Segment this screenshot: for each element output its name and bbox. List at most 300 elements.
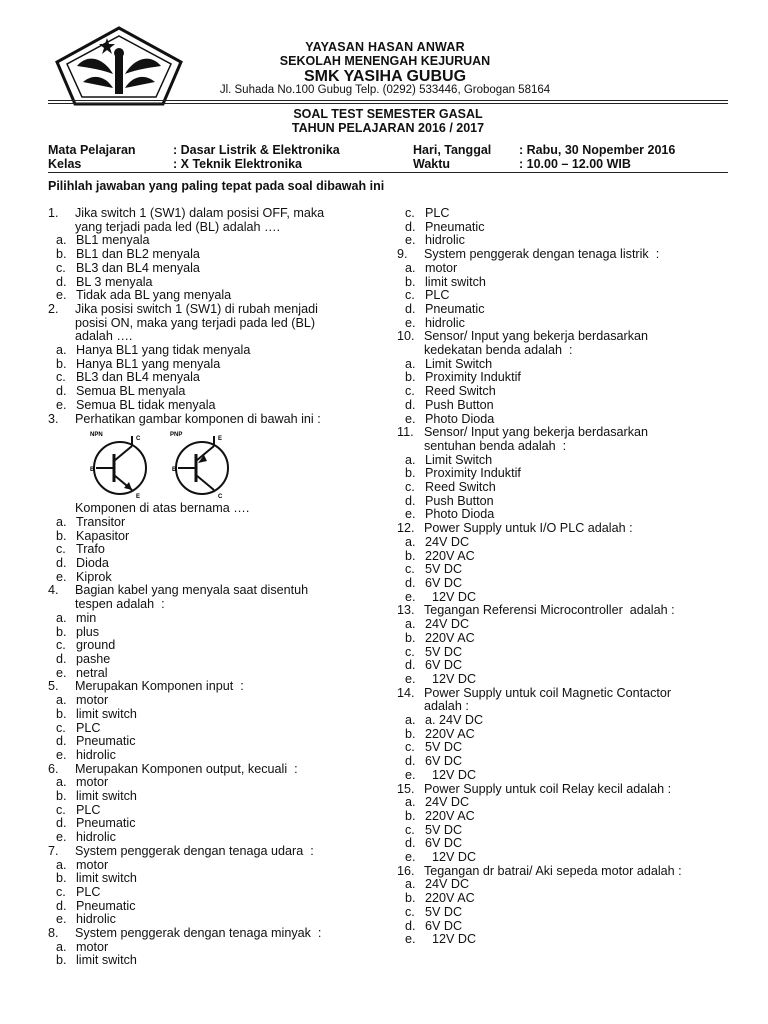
option-letter: c. xyxy=(405,206,415,220)
option-letter: c. xyxy=(56,542,66,557)
option-letter: e. xyxy=(405,671,416,686)
option-letter: e. xyxy=(405,411,416,426)
answer-option xyxy=(48,248,388,262)
question-number: 11. xyxy=(397,425,414,440)
answer-option xyxy=(397,317,742,331)
option-text: 5V DC xyxy=(425,644,463,659)
option-letter: b. xyxy=(405,274,416,289)
option-text: plus xyxy=(76,624,100,639)
option-letter: e. xyxy=(405,589,416,604)
option-text: BL1 menyala xyxy=(76,233,150,248)
answer-option xyxy=(397,454,742,468)
option-letter: a. xyxy=(56,693,67,708)
option-text: hidrolic xyxy=(425,315,465,330)
answer-option xyxy=(48,530,388,544)
question-line xyxy=(397,604,742,618)
transistor-diagram xyxy=(48,426,388,502)
answer-option xyxy=(48,941,388,955)
option-letter: b. xyxy=(56,247,67,262)
option-text: Pneumatic xyxy=(76,898,136,913)
option-text: Reed Switch xyxy=(425,384,496,399)
question-line xyxy=(48,845,388,859)
answer-option xyxy=(397,413,742,427)
answer-option xyxy=(397,824,742,838)
question-number: 9. xyxy=(397,247,408,262)
pnp-label: PNP xyxy=(170,432,183,439)
header-divider xyxy=(48,100,728,101)
option-text: motor xyxy=(76,939,109,954)
question-line xyxy=(397,783,742,797)
question-text: tespen adalah : xyxy=(75,597,165,612)
option-letter: d. xyxy=(56,816,67,831)
answer-option xyxy=(397,646,742,660)
option-letter: a. xyxy=(56,775,67,790)
option-text: Pneumatic xyxy=(76,734,136,749)
answer-option xyxy=(397,467,742,481)
question-number: 4. xyxy=(48,583,59,598)
answer-option xyxy=(48,399,388,413)
option-letter: d. xyxy=(405,754,416,769)
option-text: limit switch xyxy=(425,274,486,289)
option-text: Hanya BL1 yang menyala xyxy=(76,356,221,371)
option-letter: a. xyxy=(405,534,416,549)
answer-option xyxy=(397,536,742,550)
question-column-right xyxy=(397,207,742,947)
time-value: : 10.00 – 12.00 WIB xyxy=(519,157,631,171)
answer-option xyxy=(397,577,742,591)
option-text: Semua BL menyala xyxy=(76,384,186,399)
question-text: Jika posisi switch 1 (SW1) di rubah menjadi xyxy=(75,301,318,316)
answer-option xyxy=(397,262,742,276)
option-text: motor xyxy=(76,775,109,790)
answer-option xyxy=(48,913,388,927)
answer-option xyxy=(397,837,742,851)
option-text: a. 24V DC xyxy=(425,713,484,728)
time-label: Waktu xyxy=(413,157,451,171)
question-text: Merupakan Komponen output, kecuali : xyxy=(75,761,298,776)
question-text-line xyxy=(397,344,742,358)
question-number: 7. xyxy=(48,843,59,858)
option-text: BL1 dan BL2 menyala xyxy=(76,247,200,262)
question-number: 3. xyxy=(48,411,59,426)
answer-option xyxy=(48,262,388,276)
option-text: Limit Switch xyxy=(425,356,493,371)
question-text: Power Supply untuk coil Magnetic Contactor xyxy=(424,685,672,700)
option-letter: b. xyxy=(56,528,67,543)
option-letter: b. xyxy=(56,356,67,371)
question-text: Power Supply untuk coil Relay kecil adalah : xyxy=(424,781,672,796)
answer-option xyxy=(48,900,388,914)
npn-label: NPN xyxy=(90,432,103,439)
option-letter: e. xyxy=(405,315,416,330)
question-text: sentuhan benda adalah : xyxy=(424,438,567,453)
option-text: Push Button xyxy=(425,493,494,508)
answer-option xyxy=(397,920,742,934)
answer-option xyxy=(397,303,742,317)
option-letter: d. xyxy=(56,556,67,571)
class-value: : X Teknik Elektronika xyxy=(173,157,302,171)
answer-option xyxy=(48,612,388,626)
question-text: System penggerak dengan tenaga udara : xyxy=(75,843,314,858)
option-letter: b. xyxy=(405,630,416,645)
option-letter: c. xyxy=(405,822,415,837)
option-text: PLC xyxy=(425,206,450,220)
answer-option xyxy=(397,591,742,605)
question-line xyxy=(48,584,388,598)
answer-option xyxy=(397,289,742,303)
answer-option xyxy=(397,878,742,892)
answer-option xyxy=(48,543,388,557)
question-number: 6. xyxy=(48,761,59,776)
option-letter: a. xyxy=(56,857,67,872)
question-text: Jika switch 1 (SW1) dalam posisi OFF, maka xyxy=(75,206,325,220)
question-text: posisi ON, maka yang terjadi pada led (BL) xyxy=(75,315,316,330)
school-logo xyxy=(55,26,183,106)
option-letter: e. xyxy=(405,233,416,248)
option-letter: c. xyxy=(56,720,66,735)
option-letter: c. xyxy=(405,480,415,495)
option-letter: c. xyxy=(405,384,415,399)
option-text: motor xyxy=(76,857,109,872)
question-text: Merupakan Komponen input : xyxy=(75,679,244,694)
option-letter: c. xyxy=(405,904,415,919)
option-letter: a. xyxy=(56,343,67,358)
answer-option xyxy=(397,741,742,755)
option-text: 5V DC xyxy=(425,822,463,837)
answer-option xyxy=(397,508,742,522)
option-text: hidrolic xyxy=(76,830,116,845)
date-label: Hari, Tanggal xyxy=(413,143,492,157)
answer-option xyxy=(48,653,388,667)
option-text: 220V AC xyxy=(425,726,475,741)
option-letter: d. xyxy=(56,898,67,913)
option-letter: e. xyxy=(56,830,67,845)
option-letter: b. xyxy=(405,808,416,823)
option-text: Tidak ada BL yang menyala xyxy=(76,288,232,303)
option-text: Proximity Induktif xyxy=(425,370,521,385)
option-text: 220V AC xyxy=(425,548,475,563)
option-letter: e. xyxy=(56,569,67,584)
question-line xyxy=(397,248,742,262)
option-text: hidrolic xyxy=(425,233,465,248)
question-text-line xyxy=(48,502,388,516)
option-letter: e. xyxy=(56,288,67,303)
option-text: Proximity Induktif xyxy=(425,466,521,481)
question-number: 15. xyxy=(397,781,415,796)
option-text: Semua BL tidak menyala xyxy=(76,397,216,412)
option-text: Photo Dioda xyxy=(425,411,495,426)
question-text-line xyxy=(48,330,388,344)
option-text: Photo Dioda xyxy=(425,507,495,522)
question-text: Sensor/ Input yang bekerja berdasarkan xyxy=(424,329,649,344)
option-letter: a. xyxy=(405,617,416,632)
answer-option xyxy=(48,516,388,530)
question-text: Perhatikan gambar komponen di bawah ini : xyxy=(75,411,321,426)
answer-option xyxy=(397,358,742,372)
option-text: ground xyxy=(76,638,116,653)
pnp-base-label: B xyxy=(172,467,177,474)
option-text: BL 3 menyala xyxy=(76,274,153,289)
question-number: 13. xyxy=(397,603,415,618)
question-line xyxy=(397,330,742,344)
option-text: limit switch xyxy=(76,706,137,721)
option-text: 6V DC xyxy=(425,836,463,851)
option-letter: e. xyxy=(405,932,416,947)
option-letter: d. xyxy=(56,651,67,666)
option-text: 5V DC xyxy=(425,740,463,755)
exam-year: TAHUN PELAJARAN 2016 / 2017 xyxy=(291,121,485,135)
header-divider-thin xyxy=(48,103,728,104)
answer-option xyxy=(397,810,742,824)
option-letter: c. xyxy=(405,562,415,577)
answer-option xyxy=(48,954,388,968)
answer-option xyxy=(48,804,388,818)
option-text: PLC xyxy=(76,802,101,817)
option-letter: b. xyxy=(405,466,416,481)
option-letter: d. xyxy=(405,219,416,234)
option-letter: c. xyxy=(56,802,66,817)
option-letter: d. xyxy=(56,274,67,289)
question-text: yang terjadi pada led (BL) adalah …. xyxy=(75,219,281,234)
answer-option xyxy=(397,234,742,248)
option-text: Limit Switch xyxy=(425,452,493,467)
answer-option xyxy=(397,659,742,673)
answer-option xyxy=(48,722,388,736)
option-text: limit switch xyxy=(76,871,137,886)
answer-option xyxy=(48,735,388,749)
question-number: 8. xyxy=(48,926,59,941)
option-text: Trafo xyxy=(76,542,105,557)
question-number: 10. xyxy=(397,329,415,344)
answer-option xyxy=(48,694,388,708)
answer-option xyxy=(397,892,742,906)
option-text: 24V DC xyxy=(425,877,470,892)
pnp-collector-label: C xyxy=(218,494,223,501)
question-line xyxy=(397,522,742,536)
option-text: Pneumatic xyxy=(425,219,485,234)
answer-option xyxy=(397,495,742,509)
answer-option xyxy=(48,790,388,804)
answer-option xyxy=(397,399,742,413)
subject-value: : Dasar Listrik & Elektronika xyxy=(173,143,340,157)
question-text-line xyxy=(397,700,742,714)
option-text: limit switch xyxy=(76,953,137,968)
option-letter: e. xyxy=(56,397,67,412)
question-text: Sensor/ Input yang bekerja berdasarkan xyxy=(424,425,649,440)
option-letter: d. xyxy=(405,397,416,412)
option-text: Reed Switch xyxy=(425,480,496,495)
option-letter: b. xyxy=(56,953,67,968)
option-letter: e. xyxy=(56,912,67,927)
question-text: adalah : xyxy=(424,699,469,714)
answer-option xyxy=(48,886,388,900)
question-text: Power Supply untuk I/O PLC adalah : xyxy=(424,521,633,536)
answer-option xyxy=(397,550,742,564)
foundation-name: YAYASAN HASAN ANWAR xyxy=(305,40,465,54)
option-letter: a. xyxy=(56,610,67,625)
question-number: 1. xyxy=(48,206,59,220)
answer-option xyxy=(48,234,388,248)
option-letter: c. xyxy=(56,638,66,653)
answer-option xyxy=(48,289,388,303)
answer-option xyxy=(397,933,742,947)
question-text: System penggerak dengan tenaga minyak : xyxy=(75,926,322,941)
option-letter: d. xyxy=(405,836,416,851)
option-text: pashe xyxy=(76,651,111,666)
option-text: PLC xyxy=(76,720,101,735)
question-number: 2. xyxy=(48,301,59,316)
instruction: Pilihlah jawaban yang paling tepat pada soal dibawah ini xyxy=(48,179,385,193)
option-text: motor xyxy=(425,260,458,275)
answer-option xyxy=(48,708,388,722)
answer-option xyxy=(48,344,388,358)
option-letter: a. xyxy=(405,356,416,371)
question-text: Bagian kabel yang menyala saat disentuh xyxy=(75,583,309,598)
option-letter: d. xyxy=(405,493,416,508)
option-letter: c. xyxy=(405,644,415,659)
option-text: Push Button xyxy=(425,397,494,412)
question-line xyxy=(48,680,388,694)
option-letter: a. xyxy=(405,795,416,810)
option-text: 6V DC xyxy=(425,658,463,673)
answer-option xyxy=(48,626,388,640)
option-letter: a. xyxy=(405,452,416,467)
option-letter: b. xyxy=(56,706,67,721)
answer-option xyxy=(397,276,742,290)
question-line xyxy=(48,303,388,317)
school-name: SMK YASIHA GUBUG xyxy=(303,68,467,85)
option-text: Dioda xyxy=(76,556,109,571)
option-letter: e. xyxy=(405,767,416,782)
option-text: Transitor xyxy=(76,514,126,529)
answer-option xyxy=(48,639,388,653)
option-text: BL3 dan BL4 menyala xyxy=(76,370,200,385)
question-text: Tegangan dr batrai/ Aki sepeda motor adalah : xyxy=(424,863,682,878)
answer-option xyxy=(48,667,388,681)
question-number: 12. xyxy=(397,521,415,536)
option-letter: b. xyxy=(56,789,67,804)
answer-option xyxy=(397,796,742,810)
option-letter: b. xyxy=(405,891,416,906)
option-text: 220V AC xyxy=(425,891,475,906)
answer-option xyxy=(397,632,742,646)
option-letter: c. xyxy=(56,884,66,899)
question-number: 16. xyxy=(397,863,415,878)
answer-option xyxy=(397,755,742,769)
option-text: PLC xyxy=(425,288,450,303)
option-letter: c. xyxy=(56,260,66,275)
question-line xyxy=(48,763,388,777)
info-divider xyxy=(48,172,728,173)
option-letter: d. xyxy=(405,918,416,933)
option-letter: b. xyxy=(405,726,416,741)
option-letter: c. xyxy=(405,288,415,303)
answer-option xyxy=(48,872,388,886)
option-letter: a. xyxy=(405,260,416,275)
question-text: Tegangan Referensi Microcontroller adalah : xyxy=(424,603,675,618)
option-text: Kiprok xyxy=(76,569,112,584)
option-letter: c. xyxy=(405,740,415,755)
answer-option xyxy=(397,371,742,385)
npn-emitter-label: E xyxy=(136,494,141,501)
option-letter: e. xyxy=(405,507,416,522)
option-text: 220V AC xyxy=(425,808,475,823)
option-letter: d. xyxy=(56,384,67,399)
option-text: hidrolic xyxy=(76,912,116,927)
option-text: motor xyxy=(76,693,109,708)
option-text: 12V DC xyxy=(425,767,477,782)
option-letter: b. xyxy=(405,370,416,385)
option-letter: a. xyxy=(405,713,416,728)
option-letter: a. xyxy=(405,877,416,892)
option-letter: a. xyxy=(56,939,67,954)
answer-option xyxy=(397,906,742,920)
question-text-line xyxy=(48,317,388,331)
answer-option xyxy=(397,207,742,221)
option-letter: d. xyxy=(405,575,416,590)
question-line xyxy=(397,426,742,440)
option-text: 6V DC xyxy=(425,754,463,769)
option-letter: d. xyxy=(405,658,416,673)
option-text: Pneumatic xyxy=(425,301,485,316)
question-number: 5. xyxy=(48,679,59,694)
option-text: 12V DC xyxy=(425,932,477,947)
exam-title: SOAL TEST SEMESTER GASAL xyxy=(293,107,483,121)
school-type: SEKOLAH MENENGAH KEJURUAN xyxy=(279,54,491,68)
option-text: 6V DC xyxy=(425,918,463,933)
option-text: 12V DC xyxy=(425,589,477,604)
option-text: 220V AC xyxy=(425,630,475,645)
option-letter: b. xyxy=(405,548,416,563)
option-text: 24V DC xyxy=(425,617,470,632)
option-text: 6V DC xyxy=(425,575,463,590)
option-text: Hanya BL1 yang tidak menyala xyxy=(76,343,251,358)
option-letter: a. xyxy=(56,514,67,529)
question-line xyxy=(397,687,742,701)
answer-option xyxy=(397,714,742,728)
question-line xyxy=(48,207,388,221)
answer-option xyxy=(48,385,388,399)
school-address: Jl. Suhada No.100 Gubug Telp. (0292) 533446, Grobogan 58164 xyxy=(219,84,551,96)
option-text: 12V DC xyxy=(425,850,477,865)
answer-option xyxy=(48,557,388,571)
option-text: 12V DC xyxy=(425,671,477,686)
transistor-symbols xyxy=(74,426,254,500)
answer-option xyxy=(48,776,388,790)
question-text-line xyxy=(397,440,742,454)
answer-option xyxy=(48,358,388,372)
option-letter: e. xyxy=(405,850,416,865)
option-text: 24V DC xyxy=(425,795,470,810)
pnp-emitter-label: E xyxy=(218,436,223,443)
option-text: 5V DC xyxy=(425,562,463,577)
answer-option xyxy=(48,859,388,873)
question-text: kedekatan benda adalah : xyxy=(424,343,573,358)
option-text: 5V DC xyxy=(425,904,463,919)
answer-option xyxy=(397,563,742,577)
question-text: Komponen di atas bernama …. xyxy=(75,501,250,516)
npn-collector-label: C xyxy=(136,436,141,443)
answer-option xyxy=(397,769,742,783)
question-text-line xyxy=(48,221,388,235)
option-text: limit switch xyxy=(76,789,137,804)
npn-base-label: B xyxy=(90,467,95,474)
option-text: netral xyxy=(76,665,108,680)
answer-option xyxy=(397,385,742,399)
option-letter: a. xyxy=(56,233,67,248)
question-line xyxy=(48,413,388,427)
date-value: : Rabu, 30 Nopember 2016 xyxy=(519,143,676,157)
